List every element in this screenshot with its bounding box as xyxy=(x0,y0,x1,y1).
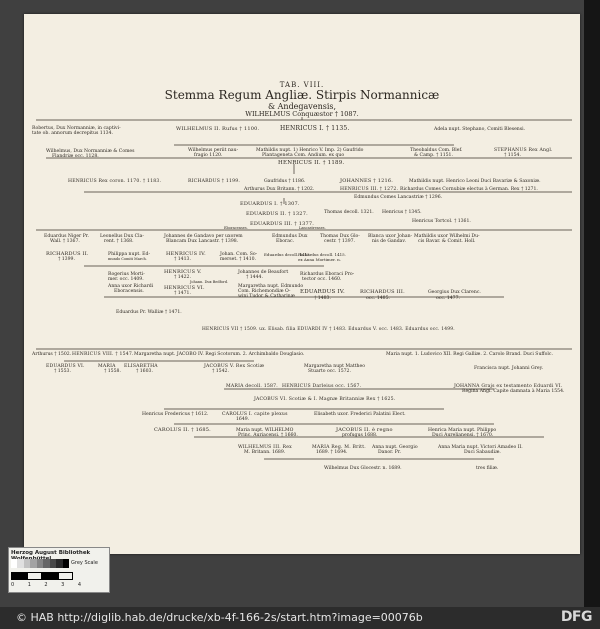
entry-philippa-2: mundo Comiti March. xyxy=(108,257,147,261)
entry-maria-queen: MARIA xyxy=(98,364,116,369)
entry-wilhelmus-2: WILHELMUS II. Rufus † 1100. xyxy=(176,126,260,132)
entry-henrietta: Henrica Maria nupt. Philippo xyxy=(428,428,497,433)
entry-eduardus-2: EDUARDUS II. † 1327. xyxy=(246,211,308,217)
entry-johannes-bedford: Johann. Dux Bedford. xyxy=(190,280,229,284)
entry-leonellus: Leonellus Dux Cla- xyxy=(100,234,144,239)
entry-wilhelmus-dux: Wilhelmus, Dux Normanniæ & Comes xyxy=(46,149,135,154)
entry-richardus-eboraci: Richardus Eboraci Pro- xyxy=(300,272,355,277)
entry-johannes-somerset-2: merset. † 1410. xyxy=(220,257,257,262)
ruler-number: 2 xyxy=(44,582,48,588)
entry-eduardus-niger-2: Wall. † 1367. xyxy=(50,239,80,244)
entry-johannes-somerset: Johan. Com. So- xyxy=(220,252,258,257)
entry-jacobus-1: JACOBUS VI. Scotiæ & I. Magnæ Britanniæ Rex † 1625. xyxy=(254,397,396,402)
entry-maria-stuart: MARIA decoll. 1587. xyxy=(226,384,278,389)
entry-johannes-beaufort-2: † 1444. xyxy=(246,275,263,280)
entry-eduardus-3: EDUARDUS III. † 1377. xyxy=(250,221,315,227)
entry-mathildis-3: Mathildis nupt. Henrico Leoni Duci Bavariæ & Saxoniæ. xyxy=(409,179,541,184)
entry-henricus-4-b: † 1413. xyxy=(174,257,191,262)
entry-henricus-tortcol: Henricus Tortcol. † 1361. xyxy=(412,219,471,224)
entry-anna-uxor-2: Eboracensis. xyxy=(114,289,144,294)
entry-johannes-beaufort: Johannes de Beaufort xyxy=(238,270,289,275)
entry-johanna: JOHANNA Grajs ex testamento Eduardi VI. xyxy=(454,384,563,389)
entry-jacobus-5-b: † 1542. xyxy=(212,369,229,374)
ruler-number: 4 xyxy=(77,582,81,588)
entry-anna: Anna nupt. Georgio xyxy=(372,445,418,450)
footer-bar xyxy=(0,607,600,629)
entry-margaretha: Margaretha nupt. Edmundo xyxy=(238,284,304,289)
entry-margaretha-nupt: Margaretha nupt. JACOBO IV. Regi Scotorum. 2. Archimbaldo Douglasio. xyxy=(134,352,305,357)
entry-henricus-1: HENRICUS I. † 1135. xyxy=(280,125,350,132)
entry-gaufridus: Gaufridus † 1186. xyxy=(264,179,306,184)
entry-anna-maria-2: Duci Sabaudiæ. xyxy=(464,450,501,455)
entry-margaretha-3: wini Tudor & Catharinæ xyxy=(238,294,295,299)
entry-maria-wilhelmo: Maria nupt. WILHELMO xyxy=(236,428,294,433)
entry-eduardus-1: EDUARDUS I. † 1307. xyxy=(240,201,300,207)
entry-jacobus-2: JACOBUS II. è regno xyxy=(336,427,393,433)
entry-eduardus-4-b: † 1483. xyxy=(314,296,331,301)
entry-johannes-gandavo: Johannes de Gandavo per uxorem xyxy=(164,234,243,239)
entry-edmundus-langley-2: Eborac. xyxy=(276,239,295,244)
entry-richardus-decoll: Richardus decoll. 1415. xyxy=(298,252,346,257)
ruler-number: 1 xyxy=(27,582,31,588)
viewer-edge xyxy=(584,0,600,607)
entry-wilhelmus-periit-2: fragio 1120. xyxy=(194,153,223,158)
table-number: TAB. VIII. xyxy=(279,81,325,89)
entry-henricus-8: HENRICUS VIII. † 1547. xyxy=(72,352,134,357)
entry-margaretha-2: Com. Richemondiæ O- xyxy=(238,289,291,294)
entry-henricus-2: HENRICUS II. † 1189. xyxy=(278,160,345,166)
scan-color-card xyxy=(8,547,110,593)
entry-henricus-7: HENRICUS VII † 1509. ux. Elisab. filia EDUARDI IV † 1483. Eduardus V. occ. 1483. Eduardus occ. 1499. xyxy=(202,327,455,332)
entry-henricus-5-b: † 1422. xyxy=(174,275,191,280)
entry-carolus-2: CAROLUS II. † 1685. xyxy=(154,427,211,433)
entry-henricus-rex: HENRICUS Rex coron. 1170. † 1183. xyxy=(68,179,162,184)
entry-johannes-gandavo-2: Blancam Dux Lancastr. † 1398. xyxy=(166,239,239,244)
entry-wilhelmus-dux-2: Flandriæ occ. 1128. xyxy=(52,154,99,159)
entry-maria-wilhelmo-2: Princ. Auriacensi. † 1660. xyxy=(238,433,298,438)
entry-mathildis-bavaria: Mathildis uxor Wilhelmi Du- xyxy=(414,234,480,239)
entry-francisca: Francisca nupt. Johanni Grey. xyxy=(474,366,544,371)
entry-richardus-1: RICHARDUS † 1199. xyxy=(188,179,241,184)
genealogy-root: WILHELMUS Conquæstor † 1087. xyxy=(245,110,359,118)
entry-richardus-3: RICHARDUS III. xyxy=(360,289,405,295)
entry-edmundus: Edmundus Comes Lancastriæ † 1296. xyxy=(354,195,443,200)
entry-stephanus-2: † 1154. xyxy=(504,153,521,158)
entry-arthurus-2: Arthurus † 1502. xyxy=(32,352,72,357)
entry-johanna-2: Regina Angl. Capite damnata à Maria 1554. xyxy=(462,389,565,394)
entry-ex-anna: ex Anna Mortimer. n. xyxy=(298,257,341,262)
entry-mathildis-2: Plantageneta Com. Andium. ex quo xyxy=(262,153,345,158)
genealogy-tree xyxy=(24,14,580,554)
entry-elisabetha: ELISABETHA xyxy=(124,364,158,369)
entry-georgius: Georgius Dux Clarenc. xyxy=(428,290,481,295)
grayscale-strip xyxy=(11,559,69,568)
genealogy-subtitle: & Andegavensis, xyxy=(267,102,337,111)
entry-richardus-2-b: † 1399. xyxy=(58,257,75,262)
entry-wilhelmus-3-b: M. Britann. 1689. xyxy=(244,450,286,455)
dfg-logo: DFG xyxy=(560,609,592,625)
entry-margaretha-mattheo-2: Stuarto occ. 1572. xyxy=(308,369,351,374)
ruler-numbers xyxy=(11,582,81,588)
grayscale-label: Grey Scale xyxy=(71,560,98,566)
entry-jacobus-5: JACOBUS V. Rex Scotiæ xyxy=(204,364,265,369)
entry-blanca: Blanca uxor Johan- xyxy=(368,234,413,239)
entry-carolus-1-b: 1649. xyxy=(236,417,250,422)
entry-henricus-3: HENRICUS III. † 1272. xyxy=(340,187,399,192)
entry-carolus-1: CAROLUS I. capite plexus xyxy=(222,412,288,417)
entry-arthurus: Arthurus Dux Britann. † 1202. xyxy=(244,187,315,192)
entry-theobaldus-2: & Camp. † 1151. xyxy=(414,153,453,158)
entry-maria-queen-b: † 1558. xyxy=(104,369,121,374)
entry-eduardus-6-b: † 1553. xyxy=(54,369,71,374)
entry-mathildis-bavaria-2: cis Bavar. & Comit. Holl. xyxy=(418,239,476,244)
entry-richardus: Richardus Comes Cornubiæ electus à German. Rex † 1271. xyxy=(400,187,538,192)
entry-anna-2: Danor. Pr. xyxy=(378,450,401,455)
entry-anna-maria: Anna Maria nupt. Victori Amadeo II. xyxy=(438,445,523,450)
entry-maria-2-b: 1689. † 1694. xyxy=(316,450,348,455)
genealogy-title: Stemma Regum Angliæ. Stirpis Normannicæ xyxy=(164,88,440,102)
entry-thomas-gloucester: Thomas Dux Glo- xyxy=(320,234,360,239)
entry-philippa: Philippa nupt. Ed- xyxy=(108,252,151,257)
entry-henrietta-2: Duci Aurelianensi. † 1670. xyxy=(432,433,494,438)
entry-robertus: Robertus, Dux Normanniæ, in captivi- xyxy=(32,126,121,131)
entry-edmundus-langley: Edmundus Dux xyxy=(272,234,308,239)
entry-wilhelmus-3: WILHELMUS III. Rex xyxy=(238,445,292,450)
entry-rogerius: Rogerius Morti- xyxy=(108,272,145,277)
entry-eduardus-pr: Eduardus Pr. Walliæ † 1471. xyxy=(116,310,182,315)
entry-margaretha-mattheo: Margaretha nupt Mattheo xyxy=(304,364,365,369)
entry-robertus-2: tate ob. annorum decrepitus 1134. xyxy=(32,131,113,136)
entry-eduardus-decoll: Eduardus decoll. 1415. xyxy=(264,252,311,257)
ruler-number: 3 xyxy=(61,582,65,588)
entry-stephanus: STEPHANUS Rex Angl. xyxy=(494,148,553,153)
scanned-page xyxy=(24,14,580,554)
entry-richardus-eboraci-2: tector occ. 1460. xyxy=(302,277,342,282)
entry-georgius-2: occ. 1477. xyxy=(436,296,460,301)
library-name: Herzog August Bibliothek xyxy=(11,550,91,556)
entry-johannes: JOHANNES † 1216. xyxy=(340,178,394,184)
scale-ruler xyxy=(11,572,73,580)
entry-wilhelmus-gloucester: Wilhelmus Dux Glocestr. n. 1689. xyxy=(324,466,402,471)
entry-maria-nupt: Maria nupt. 1. Ludovico XII. Regi Galliæ. 2. Carolo Brand. Duci Suffolc. xyxy=(386,352,553,357)
entry-adela: Adela nupt. Stephano, Comiti Blesensi. xyxy=(434,127,526,132)
entry-maria-2: MARIA Reg. M. Britt. xyxy=(312,445,366,450)
entry-eduardus-niger: Eduardus Niger Pr. xyxy=(44,234,89,239)
entry-jacobus-2-b: profugus 1688. xyxy=(342,433,378,438)
entry-leonellus-2: rent. † 1368. xyxy=(104,239,134,244)
entry-richardus-3-b: occ. 1485. xyxy=(366,296,390,301)
entry-anna-uxor: Anna uxor Richardi xyxy=(108,284,154,289)
entry-henricus-darleius: HENRICUS Darleius occ. 1567. xyxy=(282,384,362,389)
entry-eduardus-6: EDUARDUS VI. xyxy=(46,364,85,369)
label-eboracenses: Eboracenses. xyxy=(224,226,248,230)
entry-theobaldus: Theobaldus Com. Blef. xyxy=(410,148,463,153)
entry-henricus-6: HENRICUS VI. xyxy=(164,285,205,291)
entry-tres-filiae: tres filiæ. xyxy=(476,466,499,471)
entry-elisabeth-palatini: Elisabeth uxor. Frederici Palatini Elect. xyxy=(314,412,406,417)
entry-richardus-2: RICHARDUS II. xyxy=(46,251,89,257)
entry-blanca-2: nis de Gandav. xyxy=(372,239,406,244)
ruler-number: 0 xyxy=(11,582,15,588)
entry-elisabetha-b: † 1603. xyxy=(136,369,153,374)
entry-henricus: Henricus † 1345. xyxy=(382,210,422,215)
entry-henricus-fredericus: Henricus Fredericus † 1612. xyxy=(142,412,209,417)
entry-wilhelmus-periit: Wilhelmus periit nau- xyxy=(188,148,239,153)
entry-eduardus-4: EDUARDUS IV. xyxy=(300,289,345,295)
entry-mathildis: Mathildis nupt. 1) Henrico V. Imp. 2) Gaufrido xyxy=(256,148,364,153)
copyright-link[interactable]: © HAB http://diglib.hab.de/drucke/xb-4f-166-2s/start.htm?image=00076b xyxy=(16,611,423,624)
entry-henricus-6-b: † 1471. xyxy=(174,291,191,296)
entry-henricus-4: HENRICUS IV. xyxy=(166,251,206,257)
entry-thomas: Thomas decoll. 1321. xyxy=(324,210,374,215)
entry-henricus-5: HENRICUS V. xyxy=(164,269,202,275)
entry-rogerius-2: mer. occ. 1409. xyxy=(108,277,144,282)
label-lancastrenses: Lancastrenses. xyxy=(299,226,326,230)
entry-thomas-gloucester-2: cestr. † 1397. xyxy=(324,239,356,244)
